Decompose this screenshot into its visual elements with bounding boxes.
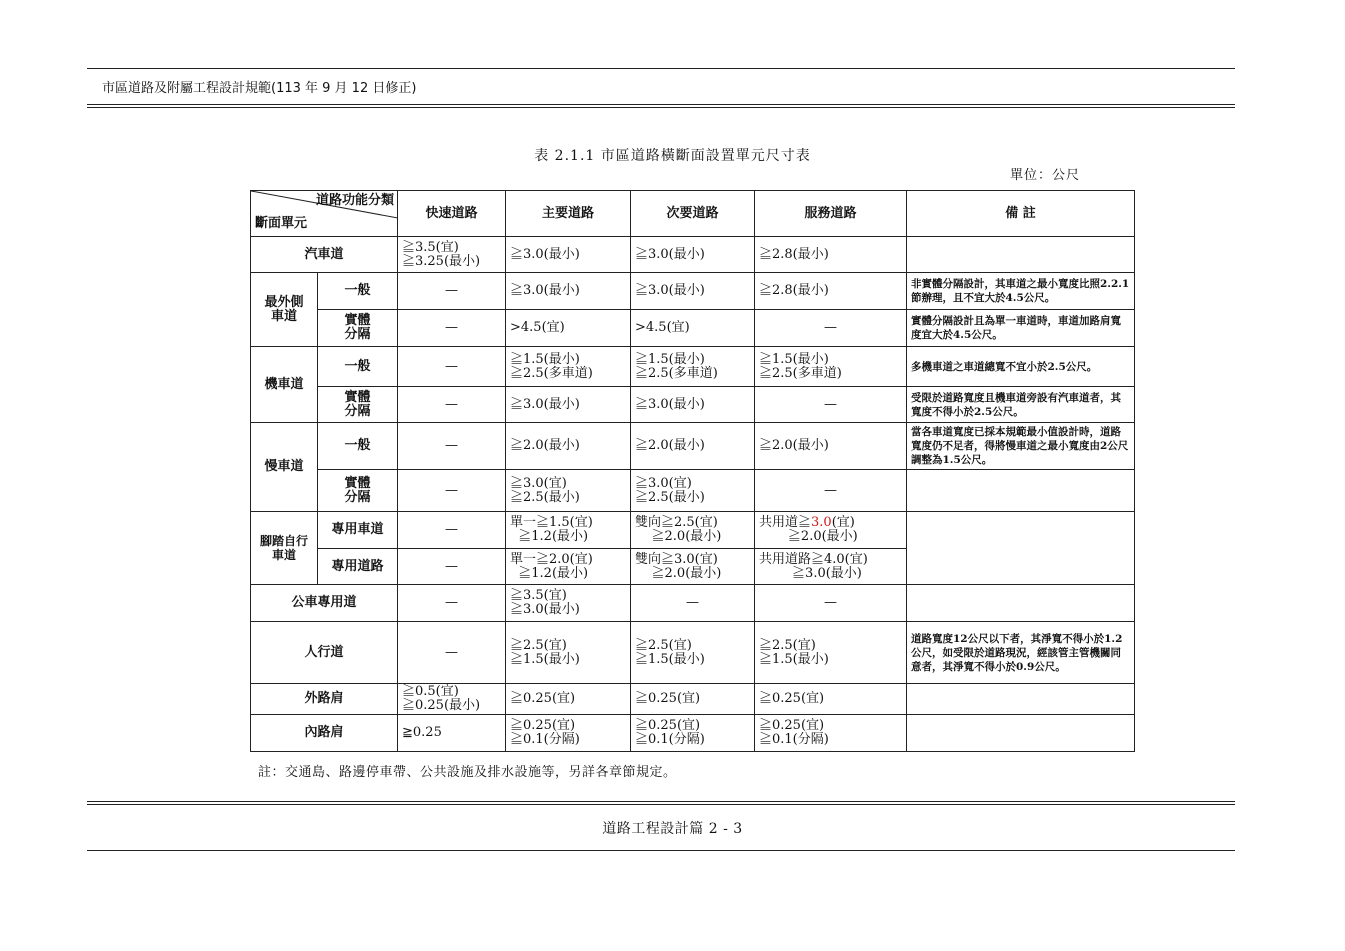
- cell: ≧2.0(最小): [755, 423, 907, 470]
- cell: ≧1.5(最小) ≧2.5(多車道): [755, 347, 907, 387]
- sub-label: 實體 分隔: [318, 310, 398, 347]
- cell: ≧3.0(最小): [506, 273, 631, 310]
- header-bottom-rule: [87, 104, 1235, 108]
- table-row: [251, 423, 1135, 470]
- col-header-remark: 備 註: [907, 191, 1135, 237]
- table-row: [251, 310, 1135, 347]
- cell: 單一≧1.5(宜) ≧1.2(最小): [506, 512, 631, 549]
- cell: ≧0.25(宜) ≧0.1(分隔): [755, 715, 907, 752]
- cell: ≧3.0(最小): [631, 237, 755, 273]
- col-header-express: 快速道路: [398, 191, 506, 237]
- cell: —: [398, 622, 506, 684]
- remark-cell: 當各車道寬度已採本規範最小值設計時，道路寬度仍不足者，得將慢車道之最小寬度由2公尺調整為1.5公尺。: [907, 423, 1135, 470]
- remark-cell: [907, 715, 1135, 752]
- remark-cell: [907, 237, 1135, 273]
- table-row: [251, 237, 1135, 273]
- sub-label: 一般: [318, 423, 398, 470]
- row-label-car-lane: 汽車道: [251, 237, 398, 273]
- table-row: [251, 387, 1135, 423]
- remark-cell: 非實體分隔設計，其車道之最小寬度比照2.2.1節辦理，且不宜大於4.5公尺。: [907, 273, 1135, 310]
- cell: 雙向≧3.0(宜) ≧2.0(最小): [631, 549, 755, 585]
- page-footer: 道路工程設計篇 2 - 3: [602, 821, 743, 837]
- row-label-inner-shoulder: 內路肩: [251, 715, 398, 752]
- col-header-service: 服務道路: [755, 191, 907, 237]
- table-header-row: [251, 191, 1135, 237]
- row-label-outer-lane: 最外側 車道: [251, 273, 318, 347]
- cell: ≧3.0(宜) ≧2.5(最小): [631, 470, 755, 512]
- cross-section-table: [250, 190, 1135, 752]
- cell: ≧2.0(最小): [506, 423, 631, 470]
- table-footnote: 註：交通島、路邊停車帶、公共設施及排水設施等，另詳各章節規定。: [258, 765, 677, 780]
- remark-cell: [907, 585, 1135, 622]
- cell: —: [398, 512, 506, 549]
- cell: —: [755, 470, 907, 512]
- cell: ≧2.5(宜) ≧1.5(最小): [631, 622, 755, 684]
- table-row: [251, 273, 1135, 310]
- cell-prefix: 共用道≧: [759, 515, 812, 530]
- cell: ≧2.0(最小): [631, 423, 755, 470]
- sub-label: 專用車道: [318, 512, 398, 549]
- cell: —: [755, 387, 907, 423]
- cell: [755, 512, 907, 549]
- remark-cell: [907, 470, 1135, 512]
- row-label-sidewalk: 人行道: [251, 622, 398, 684]
- table-row: [251, 585, 1135, 622]
- cell: 共用道路≧4.0(宜) ≧3.0(最小): [755, 549, 907, 585]
- remark-cell: 受限於道路寬度且機車道旁設有汽車道者，其寬度不得小於2.5公尺。: [907, 387, 1135, 423]
- cell: ≧3.0(最小): [631, 273, 755, 310]
- cell: ≧0.25(宜) ≧0.1(分隔): [506, 715, 631, 752]
- cell: —: [398, 347, 506, 387]
- remark-cell: [907, 684, 1135, 715]
- cell: ≧0.25(宜): [506, 684, 631, 715]
- cell: ≧0.25(宜): [631, 684, 755, 715]
- table-row: [251, 470, 1135, 512]
- row-label-moto-lane: 機車道: [251, 347, 318, 423]
- sub-label: 專用道路: [318, 549, 398, 585]
- cell: ≧0.25(宜): [755, 684, 907, 715]
- row-label-slow-lane: 慢車道: [251, 423, 318, 512]
- cell: ≧0.5(宜) ≧0.25(最小): [398, 684, 506, 715]
- cell: —: [398, 310, 506, 347]
- footer-top-rule: [87, 801, 1235, 805]
- cell: —: [631, 585, 755, 622]
- col-header-minor: 次要道路: [631, 191, 755, 237]
- cell-highlight: 3.0: [811, 515, 832, 530]
- cell: —: [398, 387, 506, 423]
- cell: ≧1.5(最小) ≧2.5(多車道): [506, 347, 631, 387]
- table-row: [251, 622, 1135, 684]
- cell: —: [398, 423, 506, 470]
- sub-label: 一般: [318, 273, 398, 310]
- table-row: [251, 512, 1135, 549]
- sub-label: 實體 分隔: [318, 387, 398, 423]
- table-title: 表 2.1.1 市區道路橫斷面設置單元尺寸表: [534, 148, 811, 164]
- cell: —: [398, 273, 506, 310]
- cell: ≧3.5(宜) ≧3.0(最小): [506, 585, 631, 622]
- row-label-outer-shoulder: 外路肩: [251, 684, 398, 715]
- row-label-bus-lane: 公車專用道: [251, 585, 398, 622]
- cell: —: [398, 470, 506, 512]
- cell: ≧3.0(最小): [631, 387, 755, 423]
- cell: —: [398, 549, 506, 585]
- cell: >4.5(宜): [506, 310, 631, 347]
- cell: ≧3.5(宜) ≧3.25(最小): [398, 237, 506, 273]
- footer-bottom-rule: [87, 850, 1235, 851]
- cell: ≧2.8(最小): [755, 273, 907, 310]
- remark-cell: 實體分隔設計且為單一車道時，車道加路肩寬度宜大於4.5公尺。: [907, 310, 1135, 347]
- document-header: 市區道路及附屬工程設計規範(113 年 9 月 12 日修正): [102, 81, 417, 96]
- cell: ≧2.8(最小): [755, 237, 907, 273]
- corner-header: [251, 191, 398, 237]
- corner-bottom-label: 斷面單元: [255, 216, 308, 231]
- remark-cell: 多機車道之車道總寬不宜小於2.5公尺。: [907, 347, 1135, 387]
- row-label-bike-lane: 腳踏自行 車道: [251, 512, 318, 585]
- cell: ≧2.5(宜) ≧1.5(最小): [755, 622, 907, 684]
- cell-suffix: (宜) ≧2.0(最小): [787, 515, 858, 544]
- cell: ≧0.25: [398, 715, 506, 752]
- sub-label: 一般: [318, 347, 398, 387]
- cell: ≧0.25(宜) ≧0.1(分隔): [631, 715, 755, 752]
- cell: 單一≧2.0(宜) ≧1.2(最小): [506, 549, 631, 585]
- cell: —: [755, 585, 907, 622]
- cell: ≧2.5(宜) ≧1.5(最小): [506, 622, 631, 684]
- cell: >4.5(宜): [631, 310, 755, 347]
- cell: —: [755, 310, 907, 347]
- sub-label: 實體 分隔: [318, 470, 398, 512]
- corner-top-label: 道路功能分類: [315, 193, 394, 208]
- table-row: [251, 347, 1135, 387]
- remark-cell: 道路寬度12公尺以下者，其淨寬不得小於1.2公尺，如受限於道路現況，經該管主管機關同意者，其淨寬不得小於0.9公尺。: [907, 622, 1135, 684]
- cell: ≧3.0(最小): [506, 387, 631, 423]
- table-row: [251, 684, 1135, 715]
- cell: 雙向≧2.5(宜) ≧2.0(最小): [631, 512, 755, 549]
- unit-label: 單位：公尺: [1010, 168, 1081, 183]
- col-header-major: 主要道路: [506, 191, 631, 237]
- remark-cell: [907, 512, 1135, 585]
- cell: ≧1.5(最小) ≧2.5(多車道): [631, 347, 755, 387]
- header-top-rule: [87, 68, 1235, 69]
- cell: ≧3.0(宜) ≧2.5(最小): [506, 470, 631, 512]
- cell: —: [398, 585, 506, 622]
- cell: ≧3.0(最小): [506, 237, 631, 273]
- table-row: [251, 715, 1135, 752]
